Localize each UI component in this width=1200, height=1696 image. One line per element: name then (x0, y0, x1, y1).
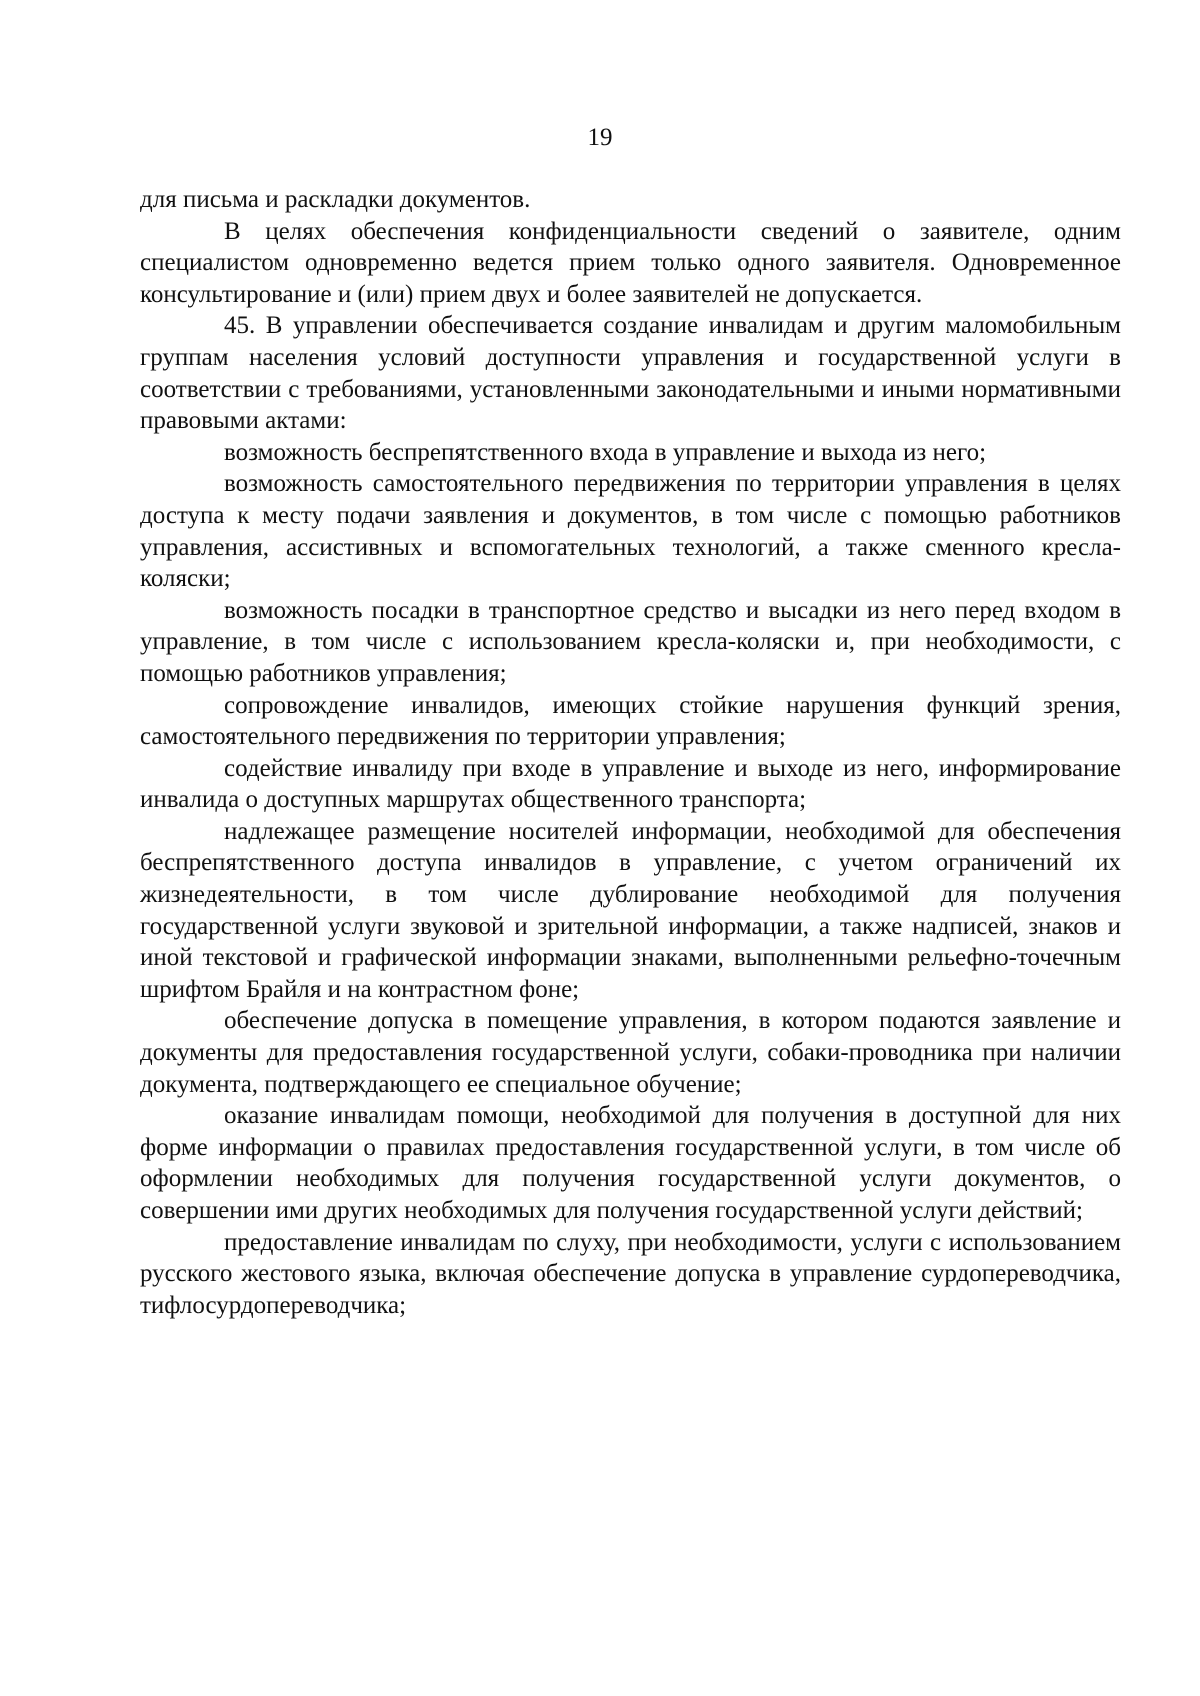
list-item-assistance: содействие инвалиду при входе в управление и выходе из него, информирование инвалида о доступных маршрутах общественного транспорта; (140, 754, 1121, 814)
list-item-entry-exit: возможность беспрепятственного входа в управление и выхода из него; (224, 438, 987, 466)
list-item-movement: возможность самостоятельного передвижения по территории управления в целях доступа к месту подачи заявления и документов, в том числе с помощью работников управления, ассистивных и вспомогательных технологий, а также сменного кресла-коляски; (140, 470, 1121, 593)
list-item-transport: возможность посадки в транспортное средство и высадки из него перед входом в управление, в том числе с использованием кресла-коляски и, при необходимости, с помощью работников управления; (140, 596, 1121, 687)
list-item-help-information: оказание инвалидам помощи, необходимой для получения в доступной для них форме информации о правилах предоставления государственной услуги, в том числе об оформлении необходимых для получения государственной услуги документов, о совершении ими других необходимых для получения государственной услуги действий; (140, 1102, 1121, 1224)
paragraph-45-accessibility: 45. В управлении обеспечивается создание инвалидам и другим маломобильным группам населения условий доступности управления и государственной услуги в соответствии с требованиями, установленными законодательными и иными нормативными правовыми актами: (140, 312, 1121, 435)
paragraph-confidentiality: В целях обеспечения конфиденциальности сведений о заявителе, одним специалистом одновременно ведется прием только одного заявителя. Одновременное консультирование и (или) прием двух и более заявителей не допускается. (140, 217, 1121, 308)
page-number: 19 (587, 124, 613, 151)
document-body (140, 184, 1121, 1321)
list-item-information-media: надлежащее размещение носителей информации, необходимой для обеспечения беспрепятственного доступа инвалидов в управление, с учетом ограничений их жизнедеятельности, в том числе дублирование необходимой для получения государственной услуги звуковой и зрительной информации, а также надписей, знаков и иной текстовой и графической информации знаками, выполненными рельефно-точечным шрифтом Брайля и на контрастном фоне; (140, 817, 1121, 1003)
list-item-sign-language: предоставление инвалидам по слуху, при необходимости, услуги с использованием русского жестового языка, включая обеспечение допуска в управление сурдопереводчика, тифлосурдопереводчика; (140, 1228, 1121, 1319)
list-item-escort: сопровождение инвалидов, имеющих стойкие нарушения функций зрения, самостоятельного передвижения по территории управления; (140, 691, 1121, 751)
paragraph-continuation: для письма и раскладки документов. (140, 186, 531, 213)
list-item-guide-dog: обеспечение допуска в помещение управления, в котором подаются заявление и документы для предоставления государственной услуги, собаки-проводника при наличии документа, подтверждающего ее специальное обучение; (140, 1007, 1121, 1098)
